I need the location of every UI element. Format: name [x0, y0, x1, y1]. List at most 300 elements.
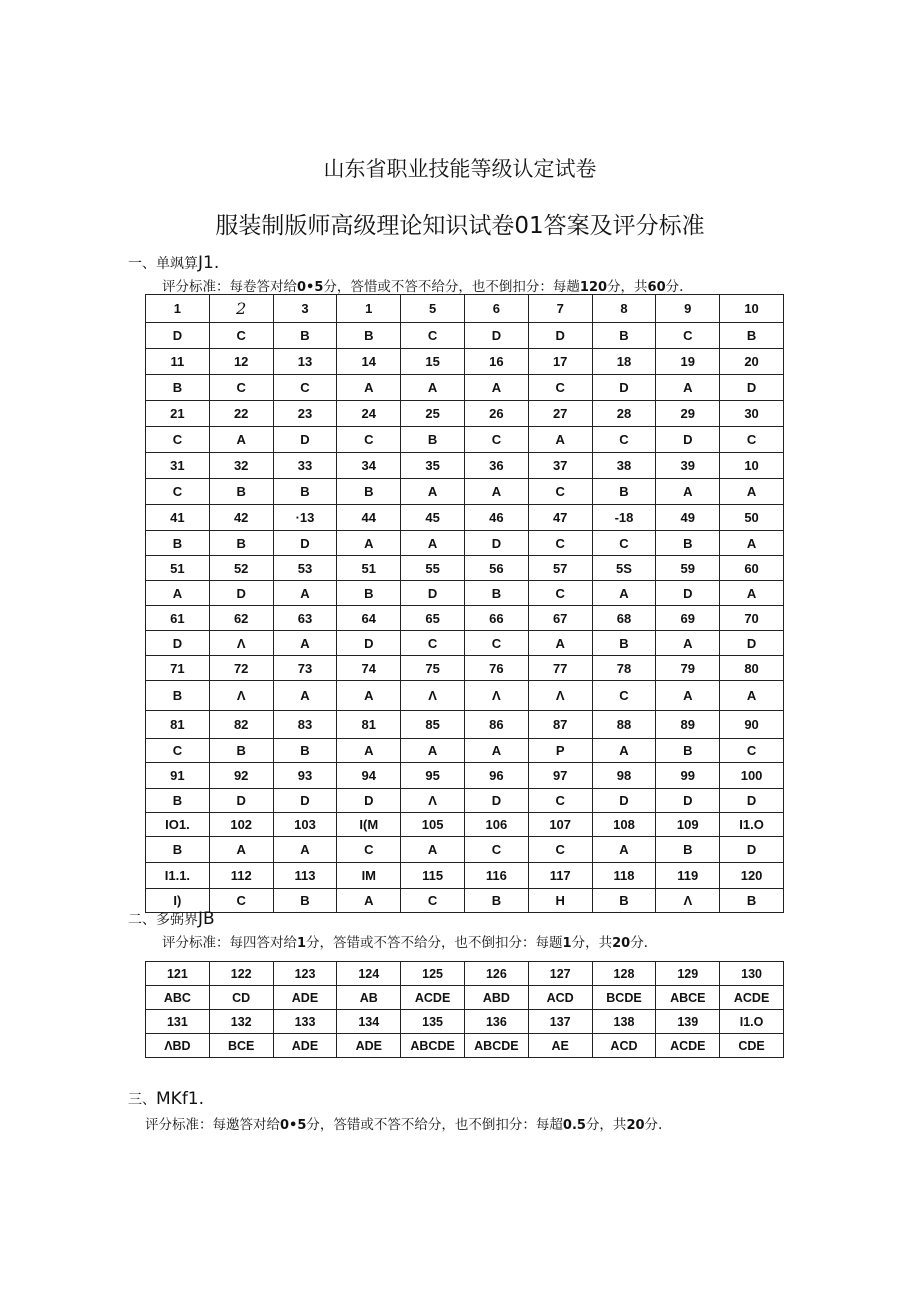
section2-cell: 123: [273, 962, 337, 986]
section1-cell: A: [592, 837, 656, 863]
section1-cell: 81: [337, 711, 401, 739]
section1-cell: 74: [337, 656, 401, 681]
section1-cell: 64: [337, 606, 401, 631]
section1-cell: 1: [146, 295, 210, 323]
section1-cell: 5S: [592, 556, 656, 581]
section1-cell: P: [528, 739, 592, 763]
section1-cell: D: [146, 631, 210, 656]
section1-cell: 63: [273, 606, 337, 631]
section1-cell: A: [464, 739, 528, 763]
section1-cell: B: [401, 427, 465, 453]
section1-cell: 5: [401, 295, 465, 323]
section2-cell: AE: [528, 1034, 592, 1058]
section1-cell: 55: [401, 556, 465, 581]
section1-cell: 30: [720, 401, 784, 427]
section1-cell: A: [528, 427, 592, 453]
section1-cell: 14: [337, 349, 401, 375]
section2-cell: 136: [464, 1010, 528, 1034]
criteria-text: 分.: [644, 1117, 663, 1133]
section1-cell: B: [209, 739, 273, 763]
section1-row: [146, 323, 784, 349]
section1-cell: A: [337, 531, 401, 556]
section1-cell: A: [401, 375, 465, 401]
section1-cell: D: [209, 581, 273, 606]
section1-cell: I1.O: [720, 813, 784, 837]
section1-cell: 81: [146, 711, 210, 739]
section1-row: [146, 837, 784, 863]
section1-row: [146, 631, 784, 656]
section1-cell: A: [273, 681, 337, 711]
section1-cell: B: [592, 323, 656, 349]
section1-row: [146, 789, 784, 813]
section1-cell: C: [528, 581, 592, 606]
section1-cell: C: [528, 375, 592, 401]
section1-cell: 49: [656, 505, 720, 531]
section1-cell: 88: [592, 711, 656, 739]
section1-cell: 53: [273, 556, 337, 581]
section1-cell: 69: [656, 606, 720, 631]
section1-cell: 113: [273, 863, 337, 889]
section1-cell: B: [273, 479, 337, 505]
section1-cell: 109: [656, 813, 720, 837]
section1-cell: 62: [209, 606, 273, 631]
section1-cell: B: [720, 889, 784, 913]
section1-cell: 25: [401, 401, 465, 427]
section1-cell: B: [592, 889, 656, 913]
section1-cell: 75: [401, 656, 465, 681]
section2-cell: 126: [464, 962, 528, 986]
section2-row: [146, 1034, 784, 1058]
section2-cell: 138: [592, 1010, 656, 1034]
section1-cell: D: [720, 837, 784, 863]
section1-cell: Λ: [401, 681, 465, 711]
section2-cell: 127: [528, 962, 592, 986]
section1-cell: 96: [464, 763, 528, 789]
section1-cell: 89: [656, 711, 720, 739]
section2-cell: 139: [656, 1010, 720, 1034]
section1-cell: B: [146, 681, 210, 711]
section2-cell: 125: [401, 962, 465, 986]
criteria-value: 1: [562, 936, 572, 951]
exam-title: 山东省职业技能等级认定试卷: [323, 157, 597, 181]
criteria-text: 分.: [630, 935, 648, 951]
section1-cell: B: [592, 631, 656, 656]
section1-cell: 59: [656, 556, 720, 581]
section1-row: [146, 889, 784, 913]
section1-cell: 61: [146, 606, 210, 631]
section1-cell: A: [401, 837, 465, 863]
section1-cell: 112: [209, 863, 273, 889]
section1-cell: 116: [464, 863, 528, 889]
section1-cell: 12: [209, 349, 273, 375]
criteria-value: 20: [612, 936, 631, 951]
section2-cell: CDE: [720, 1034, 784, 1058]
section1-cell: 100: [720, 763, 784, 789]
section2-cell: ACDE: [720, 986, 784, 1010]
section1-cell: 21: [146, 401, 210, 427]
section1-cell: 51: [337, 556, 401, 581]
section1-cell: 71: [146, 656, 210, 681]
section1-cell: 70: [720, 606, 784, 631]
section1-cell: 65: [401, 606, 465, 631]
section1-cell: C: [209, 323, 273, 349]
section1-cell: I1.1.: [146, 863, 210, 889]
section1-cell: B: [656, 531, 720, 556]
section2-cell: 134: [337, 1010, 401, 1034]
section1-cell: C: [528, 531, 592, 556]
section2-cell: 132: [209, 1010, 273, 1034]
section1-cell: C: [528, 837, 592, 863]
section1-cell: D: [720, 375, 784, 401]
section1-cell: D: [528, 323, 592, 349]
section1-cell: A: [209, 837, 273, 863]
section2-cell: ACDE: [401, 986, 465, 1010]
section1-cell: 23: [273, 401, 337, 427]
section1-cell: 87: [528, 711, 592, 739]
section1-cell: 77: [528, 656, 592, 681]
criteria-value: 20: [626, 1118, 645, 1133]
section1-cell: 3: [273, 295, 337, 323]
section1-cell: C: [592, 531, 656, 556]
section1-row: [146, 813, 784, 837]
section1-cell: D: [401, 581, 465, 606]
section1-cell: 46: [464, 505, 528, 531]
criteria-text: 分，共: [607, 279, 648, 295]
section1-cell: 50: [720, 505, 784, 531]
section1-cell: ·13: [273, 505, 337, 531]
section1-cell: 6: [464, 295, 528, 323]
section1-cell: 80: [720, 656, 784, 681]
section1-cell: D: [337, 631, 401, 656]
section1-cell: 32: [209, 453, 273, 479]
section1-cell: B: [273, 739, 337, 763]
section2-cell: ΛBD: [146, 1034, 210, 1058]
section1-cell: 67: [528, 606, 592, 631]
section1-cell: 72: [209, 656, 273, 681]
section1-cell: 86: [464, 711, 528, 739]
section1-cell: 28: [592, 401, 656, 427]
section2-answer-table: [145, 961, 784, 1058]
section1-cell: 13: [273, 349, 337, 375]
section1-cell: 19: [656, 349, 720, 375]
section1-cell: A: [656, 631, 720, 656]
section1-row: [146, 479, 784, 505]
section1-cell: C: [337, 427, 401, 453]
section1-cell: A: [528, 631, 592, 656]
section1-cell: A: [720, 681, 784, 711]
section1-cell: 45: [401, 505, 465, 531]
section1-cell: 98: [592, 763, 656, 789]
section1-cell: 16: [464, 349, 528, 375]
section1-cell: IM: [337, 863, 401, 889]
section1-cell: A: [592, 739, 656, 763]
section1-cell: D: [464, 789, 528, 813]
section1-cell: 92: [209, 763, 273, 789]
section1-cell: B: [209, 531, 273, 556]
section1-cell: C: [401, 323, 465, 349]
section1-cell: Λ: [209, 681, 273, 711]
section1-prefix: 一、单飒算: [128, 256, 198, 272]
section1-cell: D: [656, 427, 720, 453]
section3-heading: [128, 1089, 204, 1109]
section1-cell: 38: [592, 453, 656, 479]
section1-cell: Λ: [656, 889, 720, 913]
section1-cell: 99: [656, 763, 720, 789]
section1-cell: 8: [592, 295, 656, 323]
section1-row: [146, 606, 784, 631]
section1-row: [146, 656, 784, 681]
section1-cell: B: [464, 889, 528, 913]
section1-cell: 119: [656, 863, 720, 889]
section1-row: [146, 349, 784, 375]
section1-cell: 94: [337, 763, 401, 789]
section1-cell: 103: [273, 813, 337, 837]
criteria-text: 分，答错或不答不给分，也不倒扣分：每题: [306, 935, 563, 951]
criteria-text: 分，答错或不答不给分，也不倒扣分：每超: [306, 1117, 563, 1133]
section1-cell: -18: [592, 505, 656, 531]
section1-cell: D: [464, 531, 528, 556]
section1-cell: 15: [401, 349, 465, 375]
section1-cell: B: [720, 323, 784, 349]
section1-cell: B: [592, 479, 656, 505]
section1-suffix: J1.: [198, 253, 220, 273]
section1-cell: C: [592, 681, 656, 711]
section1-cell: 107: [528, 813, 592, 837]
section1-cell: A: [401, 739, 465, 763]
section1-cell: A: [656, 681, 720, 711]
section1-cell: 73: [273, 656, 337, 681]
section2-cell: ABC: [146, 986, 210, 1010]
section1-cell: 79: [656, 656, 720, 681]
section2-cell: 128: [592, 962, 656, 986]
section2-cell: ADE: [337, 1034, 401, 1058]
section1-cell: B: [146, 531, 210, 556]
section1-cell: D: [273, 427, 337, 453]
section1-cell: 120: [720, 863, 784, 889]
section1-cell: C: [401, 631, 465, 656]
section1-cell: 24: [337, 401, 401, 427]
section2-row: [146, 962, 784, 986]
section1-cell: C: [209, 889, 273, 913]
section2-cell: 135: [401, 1010, 465, 1034]
section1-cell: D: [464, 323, 528, 349]
section1-cell: D: [656, 789, 720, 813]
section1-cell: 22: [209, 401, 273, 427]
section1-cell: 35: [401, 453, 465, 479]
section1-cell: 29: [656, 401, 720, 427]
section1-cell: 83: [273, 711, 337, 739]
section2-cell: 137: [528, 1010, 592, 1034]
criteria-text: 分，答惜或不答不给分，也不倒扣分：每趟: [323, 279, 580, 295]
section1-cell: B: [273, 323, 337, 349]
section1-answer-table: [145, 294, 784, 913]
section1-cell: C: [146, 739, 210, 763]
section1-cell: 60: [720, 556, 784, 581]
criteria-text: 评分标准：每邀答对给: [145, 1117, 280, 1133]
section1-cell: C: [209, 375, 273, 401]
section2-cell: ABD: [464, 986, 528, 1010]
section1-cell: C: [273, 375, 337, 401]
section1-cell: B: [337, 323, 401, 349]
section2-heading: [128, 909, 215, 929]
section1-cell: 34: [337, 453, 401, 479]
section1-cell: 26: [464, 401, 528, 427]
section1-cell: A: [720, 479, 784, 505]
section1-cell: Λ: [209, 631, 273, 656]
section1-cell: 42: [209, 505, 273, 531]
criteria-value: 0•5: [280, 1118, 307, 1133]
section1-cell: 76: [464, 656, 528, 681]
section1-cell: B: [337, 479, 401, 505]
section1-cell: 11: [146, 349, 210, 375]
section1-cell: A: [656, 375, 720, 401]
section1-cell: A: [337, 889, 401, 913]
section1-row: [146, 863, 784, 889]
section1-cell: C: [528, 789, 592, 813]
section1-cell: B: [337, 581, 401, 606]
section1-cell: A: [720, 581, 784, 606]
criteria-value: 0.5: [562, 1118, 586, 1133]
section1-row: [146, 581, 784, 606]
section1-cell: 52: [209, 556, 273, 581]
section1-cell: A: [464, 479, 528, 505]
section1-cell: 51: [146, 556, 210, 581]
section1-cell: 36: [464, 453, 528, 479]
section2-cell: 130: [720, 962, 784, 986]
section3-prefix: 三、: [128, 1092, 156, 1108]
section1-cell: C: [401, 889, 465, 913]
section1-cell: D: [273, 531, 337, 556]
section1-cell: 7: [528, 295, 592, 323]
section2-cell: ABCDE: [464, 1034, 528, 1058]
section1-cell: 56: [464, 556, 528, 581]
section1-cell: A: [592, 581, 656, 606]
section2-cell: ABCDE: [401, 1034, 465, 1058]
section1-cell: C: [464, 837, 528, 863]
section1-cell: 106: [464, 813, 528, 837]
section1-cell: Λ: [528, 681, 592, 711]
section2-cell: ADE: [273, 1034, 337, 1058]
section1-cell: 27: [528, 401, 592, 427]
section2-prefix: 二、多弼界: [128, 912, 198, 928]
section1-cell: D: [720, 631, 784, 656]
section1-cell: 85: [401, 711, 465, 739]
section1-cell: C: [528, 479, 592, 505]
section2-cell: ACD: [528, 986, 592, 1010]
section1-cell: 10: [720, 295, 784, 323]
section1-cell: Λ: [464, 681, 528, 711]
section1-cell: C: [592, 427, 656, 453]
criteria-value: 120: [579, 280, 608, 295]
section1-cell: A: [720, 531, 784, 556]
section1-cell: C: [146, 427, 210, 453]
section2-cell: ACDE: [656, 1034, 720, 1058]
section1-cell: B: [146, 789, 210, 813]
section1-row: [146, 681, 784, 711]
criteria-value: 60: [647, 280, 666, 295]
criteria-text: 分，共: [585, 1117, 627, 1133]
section1-cell: I(M: [337, 813, 401, 837]
section1-row: [146, 505, 784, 531]
section2-cell: 131: [146, 1010, 210, 1034]
section1-cell: C: [464, 427, 528, 453]
section3-criteria: [145, 1113, 662, 1133]
section1-cell: B: [146, 837, 210, 863]
section1-cell: 39: [656, 453, 720, 479]
section1-cell: C: [720, 739, 784, 763]
section1-cell: 93: [273, 763, 337, 789]
section1-cell: 78: [592, 656, 656, 681]
section1-cell: C: [146, 479, 210, 505]
section1-cell: D: [209, 789, 273, 813]
section1-cell: 97: [528, 763, 592, 789]
section2-cell: BCDE: [592, 986, 656, 1010]
section1-cell: C: [464, 631, 528, 656]
criteria-text: 分，共: [571, 935, 613, 951]
section1-cell: 102: [209, 813, 273, 837]
section1-cell: 10: [720, 453, 784, 479]
section1-row: [146, 453, 784, 479]
section1-cell: 90: [720, 711, 784, 739]
section1-cell: D: [146, 323, 210, 349]
section1-cell: 118: [592, 863, 656, 889]
section1-row: [146, 711, 784, 739]
section2-criteria: [162, 931, 648, 951]
section1-cell: A: [337, 375, 401, 401]
section1-cell: 91: [146, 763, 210, 789]
section1-cell: 37: [528, 453, 592, 479]
section1-cell: A: [273, 837, 337, 863]
section1-cell: A: [656, 479, 720, 505]
section1-cell: I): [146, 889, 210, 913]
section1-cell: 20: [720, 349, 784, 375]
section1-cell: A: [337, 739, 401, 763]
section1-cell: 2: [209, 295, 273, 323]
section1-cell: 95: [401, 763, 465, 789]
section1-cell: A: [273, 631, 337, 656]
section2-cell: 124: [337, 962, 401, 986]
section1-row: [146, 295, 784, 323]
section1-cell: B: [209, 479, 273, 505]
section2-cell: I1.O: [720, 1010, 784, 1034]
section1-row: [146, 531, 784, 556]
section2-row: [146, 1010, 784, 1034]
section1-cell: D: [592, 789, 656, 813]
section1-cell: B: [656, 837, 720, 863]
section1-cell: B: [146, 375, 210, 401]
section2-cell: 133: [273, 1010, 337, 1034]
criteria-text: 分.: [665, 279, 684, 295]
section1-cell: 44: [337, 505, 401, 531]
section1-row: [146, 427, 784, 453]
section1-cell: H: [528, 889, 592, 913]
section1-row: [146, 401, 784, 427]
section2-cell: AB: [337, 986, 401, 1010]
section1-cell: B: [273, 889, 337, 913]
section1-heading: [128, 253, 219, 273]
section1-cell: 108: [592, 813, 656, 837]
section1-cell: C: [337, 837, 401, 863]
section2-cell: CD: [209, 986, 273, 1010]
section1-cell: D: [273, 789, 337, 813]
section1-cell: A: [401, 531, 465, 556]
section1-row: [146, 739, 784, 763]
section2-suffix: JB: [198, 909, 215, 929]
criteria-text: 评分标准：每卷答对给: [162, 279, 297, 295]
section1-cell: 41: [146, 505, 210, 531]
section3-suffix: MKf1.: [156, 1089, 205, 1109]
section2-cell: ADE: [273, 986, 337, 1010]
